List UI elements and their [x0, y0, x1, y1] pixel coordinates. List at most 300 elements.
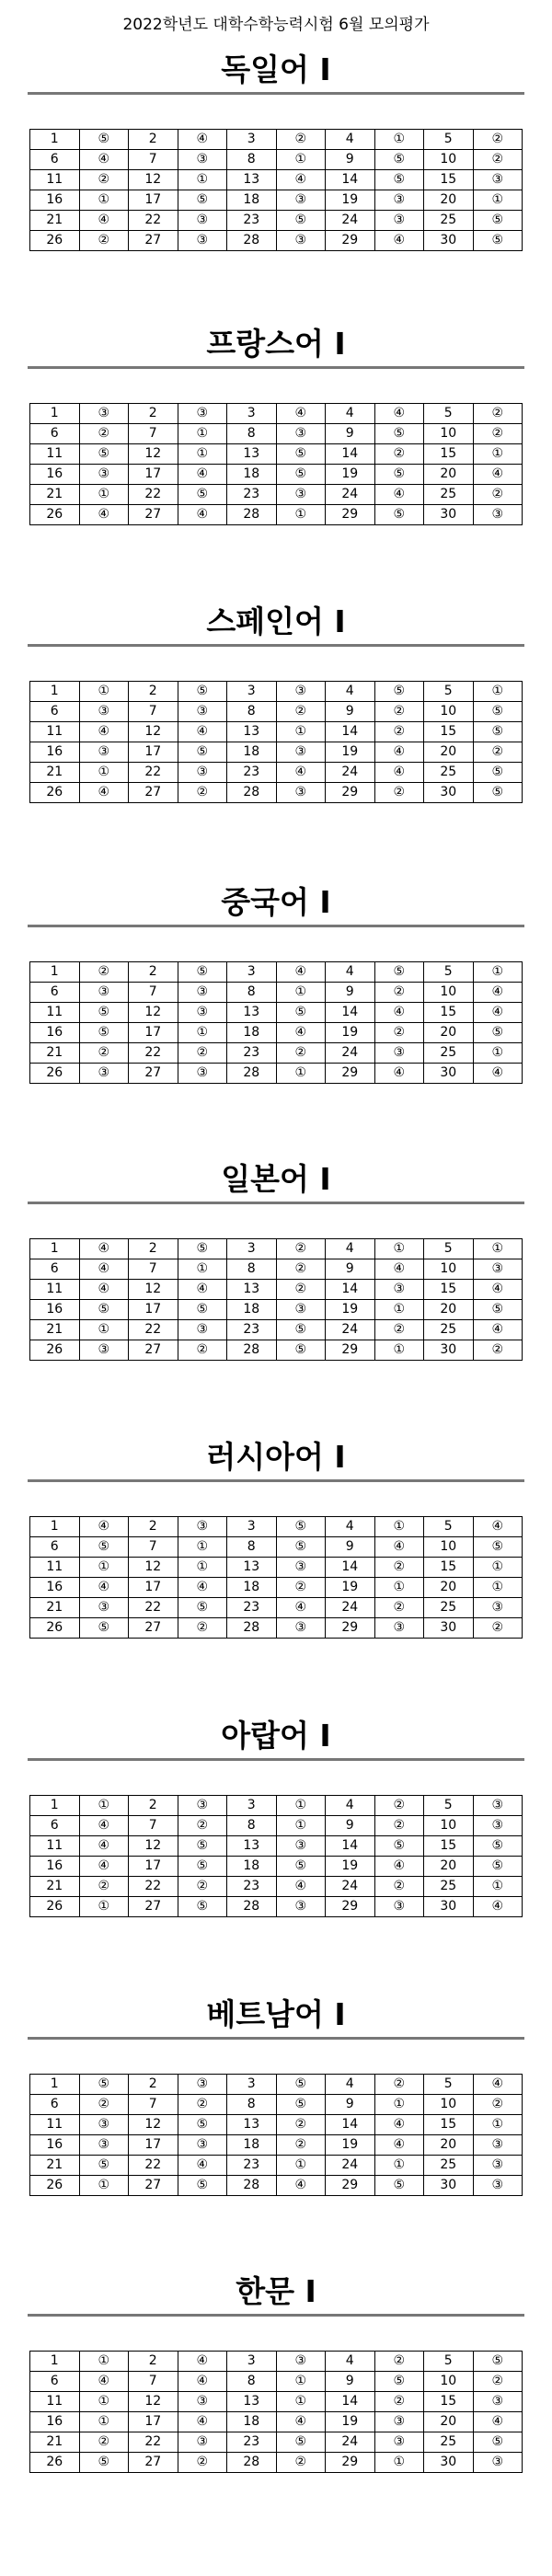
question-number-cell: 3	[227, 682, 277, 702]
question-number-cell: 18	[227, 742, 277, 763]
question-number-cell: 22	[129, 485, 178, 505]
answer-cell: ④	[374, 485, 424, 505]
answer-cell: ②	[374, 1558, 424, 1578]
question-number-cell: 24	[326, 763, 375, 783]
question-number-cell: 21	[30, 763, 80, 783]
answer-cell: ④	[473, 1064, 523, 1084]
question-number-cell: 4	[326, 1239, 375, 1259]
question-number-cell: 3	[227, 2075, 277, 2095]
question-number-cell: 18	[227, 1300, 277, 1320]
question-number-cell: 3	[227, 130, 277, 150]
question-number-cell: 8	[227, 2095, 277, 2115]
question-number-cell: 22	[129, 1320, 178, 1340]
question-number-cell: 19	[326, 1578, 375, 1598]
answer-cell: ②	[79, 1043, 129, 1064]
question-number-cell: 24	[326, 1043, 375, 1064]
section-divider	[28, 1202, 524, 1204]
answer-cell: ①	[473, 1877, 523, 1897]
question-number-cell: 23	[227, 763, 277, 783]
answer-cell: ③	[178, 763, 227, 783]
section-divider	[28, 925, 524, 927]
question-number-cell: 24	[326, 2432, 375, 2453]
answer-cell: ②	[276, 2135, 326, 2156]
question-number-cell: 6	[30, 1816, 80, 1836]
question-number-cell: 19	[326, 742, 375, 763]
answer-table	[29, 403, 523, 525]
table-row	[30, 1796, 523, 1816]
answer-cell: ②	[178, 1816, 227, 1836]
question-number-cell: 23	[227, 1877, 277, 1897]
answer-cell: ③	[374, 190, 424, 211]
answer-cell: ③	[79, 465, 129, 485]
answer-cell: ③	[79, 1340, 129, 1361]
question-number-cell: 23	[227, 211, 277, 231]
answer-cell: ②	[374, 1320, 424, 1340]
answer-table	[29, 2351, 523, 2473]
question-number-cell: 24	[326, 485, 375, 505]
question-number-cell: 26	[30, 231, 80, 251]
table-row	[30, 682, 523, 702]
question-number-cell: 18	[227, 1023, 277, 1043]
question-number-cell: 7	[129, 424, 178, 444]
table-row	[30, 783, 523, 803]
answer-cell: ④	[79, 1239, 129, 1259]
question-number-cell: 29	[326, 1064, 375, 1084]
answer-cell: ⑤	[374, 150, 424, 170]
question-number-cell: 17	[129, 742, 178, 763]
answer-cell: ②	[79, 231, 129, 251]
question-number-cell: 15	[424, 2392, 474, 2412]
question-number-cell: 1	[30, 2075, 80, 2095]
answer-cell: ②	[178, 783, 227, 803]
answer-cell: ②	[276, 2453, 326, 2473]
table-row	[30, 962, 523, 983]
question-number-cell: 13	[227, 722, 277, 742]
answer-cell: ④	[79, 1816, 129, 1836]
answer-cell: ⑤	[473, 231, 523, 251]
answer-cell: ①	[79, 1320, 129, 1340]
answer-cell: ⑤	[473, 1537, 523, 1558]
answer-cell: ⑤	[473, 2352, 523, 2372]
answer-cell: ②	[79, 2095, 129, 2115]
question-number-cell: 22	[129, 2156, 178, 2176]
answer-cell: ⑤	[276, 2432, 326, 2453]
answer-cell: ④	[473, 2412, 523, 2432]
answer-cell: ⑤	[178, 1836, 227, 1857]
question-number-cell: 4	[326, 962, 375, 983]
question-number-cell: 20	[424, 1300, 474, 1320]
question-number-cell: 29	[326, 1340, 375, 1361]
question-number-cell: 10	[424, 150, 474, 170]
section-hanmun	[28, 2270, 524, 2469]
question-number-cell: 25	[424, 1598, 474, 1618]
answer-cell: ④	[276, 2176, 326, 2196]
answer-cell: ③	[178, 1517, 227, 1537]
question-number-cell: 1	[30, 682, 80, 702]
answer-cell: ③	[473, 1598, 523, 1618]
question-number-cell: 8	[227, 150, 277, 170]
answer-cell: ③	[79, 742, 129, 763]
table-row	[30, 1003, 523, 1023]
answer-cell: ③	[178, 702, 227, 722]
answer-cell: ①	[473, 1043, 523, 1064]
question-number-cell: 2	[129, 2352, 178, 2372]
question-number-cell: 22	[129, 1598, 178, 1618]
question-number-cell: 25	[424, 211, 474, 231]
answer-cell: ④	[473, 1517, 523, 1537]
section-title: 스페인어 I	[206, 604, 346, 639]
question-number-cell: 30	[424, 231, 474, 251]
answer-cell: ②	[178, 1618, 227, 1639]
table-row	[30, 424, 523, 444]
question-number-cell: 25	[424, 485, 474, 505]
question-number-cell: 23	[227, 1598, 277, 1618]
question-number-cell: 20	[424, 742, 474, 763]
answer-cell: ①	[79, 2392, 129, 2412]
section-title: 아랍어 I	[221, 1718, 331, 1754]
table-row	[30, 2453, 523, 2473]
answer-cell: ③	[79, 2115, 129, 2135]
table-row	[30, 404, 523, 424]
question-number-cell: 5	[424, 1239, 474, 1259]
answer-cell: ③	[178, 404, 227, 424]
question-number-cell: 9	[326, 1259, 375, 1280]
table-row	[30, 1259, 523, 1280]
answer-cell: ③	[473, 1796, 523, 1816]
question-number-cell: 13	[227, 1280, 277, 1300]
answer-cell: ④	[178, 130, 227, 150]
answer-cell: ②	[374, 1023, 424, 1043]
question-number-cell: 7	[129, 2372, 178, 2392]
table-row	[30, 742, 523, 763]
answer-cell: ①	[178, 444, 227, 465]
question-number-cell: 15	[424, 1558, 474, 1578]
section-title: 베트남어 I	[206, 1996, 346, 2032]
question-number-cell: 2	[129, 130, 178, 150]
answer-cell: ③	[178, 2135, 227, 2156]
answer-cell: ⑤	[276, 2095, 326, 2115]
answer-cell: ①	[79, 1796, 129, 1816]
answer-cell: ②	[178, 1043, 227, 1064]
answer-cell: ②	[473, 2372, 523, 2392]
section-chinese	[28, 880, 524, 1080]
question-number-cell: 11	[30, 1280, 80, 1300]
question-number-cell: 1	[30, 962, 80, 983]
answer-cell: ⑤	[276, 1857, 326, 1877]
question-number-cell: 7	[129, 1816, 178, 1836]
answer-cell: ③	[473, 2453, 523, 2473]
table-row	[30, 983, 523, 1003]
question-number-cell: 30	[424, 1618, 474, 1639]
question-number-cell: 11	[30, 170, 80, 190]
answer-cell: ②	[276, 2115, 326, 2135]
answer-cell: ⑤	[473, 1836, 523, 1857]
section-title: 러시아어 I	[206, 1439, 346, 1475]
question-number-cell: 6	[30, 2372, 80, 2392]
answer-cell: ①	[276, 1796, 326, 1816]
question-number-cell: 4	[326, 682, 375, 702]
question-number-cell: 2	[129, 962, 178, 983]
question-number-cell: 19	[326, 1023, 375, 1043]
answer-cell: ③	[79, 983, 129, 1003]
answer-cell: ①	[374, 1578, 424, 1598]
answer-cell: ④	[473, 1280, 523, 1300]
answer-cell: ③	[178, 1796, 227, 1816]
answer-cell: ④	[178, 2412, 227, 2432]
table-row	[30, 2156, 523, 2176]
answer-cell: ②	[276, 1259, 326, 1280]
answer-cell: ③	[178, 231, 227, 251]
answer-cell: ⑤	[79, 2453, 129, 2473]
question-number-cell: 18	[227, 2412, 277, 2432]
question-number-cell: 13	[227, 2115, 277, 2135]
answer-cell: ②	[79, 1877, 129, 1897]
question-number-cell: 12	[129, 1836, 178, 1857]
question-number-cell: 14	[326, 1836, 375, 1857]
answer-cell: ③	[473, 2135, 523, 2156]
question-number-cell: 26	[30, 783, 80, 803]
answer-cell: ③	[178, 2075, 227, 2095]
question-number-cell: 18	[227, 465, 277, 485]
question-number-cell: 17	[129, 465, 178, 485]
question-number-cell: 13	[227, 1003, 277, 1023]
question-number-cell: 20	[424, 465, 474, 485]
answer-cell: ②	[374, 2392, 424, 2412]
question-number-cell: 21	[30, 1598, 80, 1618]
answer-cell: ⑤	[473, 702, 523, 722]
answer-cell: ①	[473, 1239, 523, 1259]
question-number-cell: 15	[424, 444, 474, 465]
question-number-cell: 13	[227, 1558, 277, 1578]
answer-cell: ⑤	[178, 2176, 227, 2196]
question-number-cell: 3	[227, 1796, 277, 1816]
question-number-cell: 19	[326, 1857, 375, 1877]
question-number-cell: 28	[227, 231, 277, 251]
question-number-cell: 25	[424, 1320, 474, 1340]
question-number-cell: 27	[129, 1618, 178, 1639]
question-number-cell: 29	[326, 783, 375, 803]
answer-table	[29, 1516, 523, 1639]
question-number-cell: 21	[30, 1877, 80, 1897]
question-number-cell: 25	[424, 763, 474, 783]
question-number-cell: 3	[227, 1517, 277, 1537]
question-number-cell: 20	[424, 2412, 474, 2432]
answer-cell: ⑤	[276, 1340, 326, 1361]
answer-cell: ②	[473, 424, 523, 444]
answer-cell: ④	[374, 2115, 424, 2135]
answer-cell: ③	[374, 2412, 424, 2432]
question-number-cell: 22	[129, 211, 178, 231]
answer-cell: ⑤	[178, 962, 227, 983]
question-number-cell: 1	[30, 130, 80, 150]
answer-cell: ②	[374, 1598, 424, 1618]
table-row	[30, 465, 523, 485]
question-number-cell: 22	[129, 763, 178, 783]
answer-cell: ②	[473, 1340, 523, 1361]
table-row	[30, 1836, 523, 1857]
table-row	[30, 1877, 523, 1897]
answer-cell: ③	[79, 2135, 129, 2156]
answer-table	[29, 2074, 523, 2196]
question-number-cell: 12	[129, 444, 178, 465]
answer-cell: ④	[276, 1877, 326, 1897]
question-number-cell: 10	[424, 702, 474, 722]
section-divider	[28, 92, 524, 95]
table-row	[30, 1897, 523, 1917]
table-row	[30, 2176, 523, 2196]
answer-cell: ②	[276, 702, 326, 722]
answer-cell: ①	[79, 190, 129, 211]
question-number-cell: 4	[326, 1517, 375, 1537]
answer-cell: ①	[374, 1239, 424, 1259]
question-number-cell: 18	[227, 1857, 277, 1877]
question-number-cell: 10	[424, 1259, 474, 1280]
question-number-cell: 2	[129, 2075, 178, 2095]
answer-cell: ③	[276, 1300, 326, 1320]
table-row	[30, 2135, 523, 2156]
question-number-cell: 12	[129, 170, 178, 190]
question-number-cell: 5	[424, 130, 474, 150]
answer-cell: ④	[473, 1897, 523, 1917]
answer-cell: ①	[473, 2115, 523, 2135]
answer-cell: ②	[374, 1816, 424, 1836]
answer-cell: ⑤	[374, 424, 424, 444]
question-number-cell: 30	[424, 505, 474, 525]
question-number-cell: 26	[30, 1618, 80, 1639]
question-number-cell: 4	[326, 2075, 375, 2095]
table-row	[30, 1618, 523, 1639]
answer-cell: ④	[374, 2135, 424, 2156]
question-number-cell: 14	[326, 1558, 375, 1578]
answer-cell: ⑤	[374, 1836, 424, 1857]
table-row	[30, 763, 523, 783]
answer-cell: ①	[79, 2176, 129, 2196]
question-number-cell: 30	[424, 783, 474, 803]
question-number-cell: 15	[424, 1280, 474, 1300]
question-number-cell: 29	[326, 1618, 375, 1639]
question-number-cell: 19	[326, 190, 375, 211]
question-number-cell: 8	[227, 1816, 277, 1836]
question-number-cell: 18	[227, 2135, 277, 2156]
answer-cell: ⑤	[79, 1537, 129, 1558]
section-german	[28, 48, 524, 247]
table-row	[30, 1043, 523, 1064]
question-number-cell: 14	[326, 2115, 375, 2135]
answer-cell: ①	[276, 1064, 326, 1084]
answer-cell: ③	[374, 1280, 424, 1300]
question-number-cell: 16	[30, 1023, 80, 1043]
answer-cell: ④	[276, 404, 326, 424]
answer-cell: ③	[276, 2352, 326, 2372]
answer-cell: ③	[276, 783, 326, 803]
answer-cell: ④	[473, 2075, 523, 2095]
answer-cell: ①	[473, 1558, 523, 1578]
question-number-cell: 12	[129, 1003, 178, 1023]
section-divider	[28, 366, 524, 369]
answer-cell: ③	[178, 2392, 227, 2412]
question-number-cell: 22	[129, 2432, 178, 2453]
answer-cell: ③	[374, 1897, 424, 1917]
answer-cell: ①	[276, 2392, 326, 2412]
question-number-cell: 4	[326, 1796, 375, 1816]
answer-cell: ④	[276, 763, 326, 783]
question-number-cell: 15	[424, 170, 474, 190]
answer-cell: ②	[276, 1043, 326, 1064]
answer-cell: ⑤	[178, 2115, 227, 2135]
question-number-cell: 14	[326, 170, 375, 190]
question-number-cell: 16	[30, 465, 80, 485]
table-row	[30, 1857, 523, 1877]
answer-cell: ④	[276, 2412, 326, 2432]
question-number-cell: 1	[30, 1239, 80, 1259]
answer-cell: ④	[178, 2156, 227, 2176]
question-number-cell: 26	[30, 1340, 80, 1361]
answer-cell: ③	[79, 1598, 129, 1618]
answer-cell: ⑤	[374, 505, 424, 525]
question-number-cell: 7	[129, 1259, 178, 1280]
question-number-cell: 21	[30, 1320, 80, 1340]
question-number-cell: 17	[129, 1578, 178, 1598]
question-number-cell: 23	[227, 485, 277, 505]
answer-cell: ②	[79, 962, 129, 983]
answer-cell: ④	[276, 1598, 326, 1618]
answer-cell: ④	[276, 1023, 326, 1043]
question-number-cell: 29	[326, 2453, 375, 2473]
question-number-cell: 1	[30, 1796, 80, 1816]
answer-cell: ⑤	[374, 962, 424, 983]
answer-cell: ⑤	[473, 2432, 523, 2453]
section-divider	[28, 2037, 524, 2040]
question-number-cell: 9	[326, 2095, 375, 2115]
question-number-cell: 11	[30, 2392, 80, 2412]
question-number-cell: 15	[424, 1003, 474, 1023]
answer-cell: ①	[374, 2453, 424, 2473]
answer-cell: ①	[276, 2372, 326, 2392]
answer-cell: ④	[178, 505, 227, 525]
question-number-cell: 29	[326, 505, 375, 525]
answer-cell: ⑤	[178, 1857, 227, 1877]
question-number-cell: 7	[129, 150, 178, 170]
question-number-cell: 28	[227, 783, 277, 803]
question-number-cell: 29	[326, 1897, 375, 1917]
question-number-cell: 6	[30, 2095, 80, 2115]
question-number-cell: 23	[227, 1320, 277, 1340]
question-number-cell: 7	[129, 1537, 178, 1558]
answer-cell: ③	[374, 1618, 424, 1639]
question-number-cell: 24	[326, 1877, 375, 1897]
answer-cell: ①	[473, 190, 523, 211]
answer-cell: ⑤	[178, 1239, 227, 1259]
question-number-cell: 11	[30, 1003, 80, 1023]
question-number-cell: 25	[424, 1877, 474, 1897]
answer-cell: ⑤	[79, 2156, 129, 2176]
answer-cell: ③	[276, 1618, 326, 1639]
question-number-cell: 2	[129, 682, 178, 702]
answer-cell: ③	[178, 2432, 227, 2453]
answer-cell: ③	[79, 1064, 129, 1084]
answer-cell: ①	[374, 2095, 424, 2115]
table-row	[30, 2352, 523, 2372]
answer-cell: ①	[79, 2412, 129, 2432]
question-number-cell: 10	[424, 424, 474, 444]
answer-cell: ①	[473, 962, 523, 983]
question-number-cell: 27	[129, 2176, 178, 2196]
answer-cell: ③	[473, 2176, 523, 2196]
answer-cell: ②	[374, 783, 424, 803]
answer-table	[29, 961, 523, 1084]
question-number-cell: 24	[326, 1320, 375, 1340]
answer-cell: ②	[276, 130, 326, 150]
